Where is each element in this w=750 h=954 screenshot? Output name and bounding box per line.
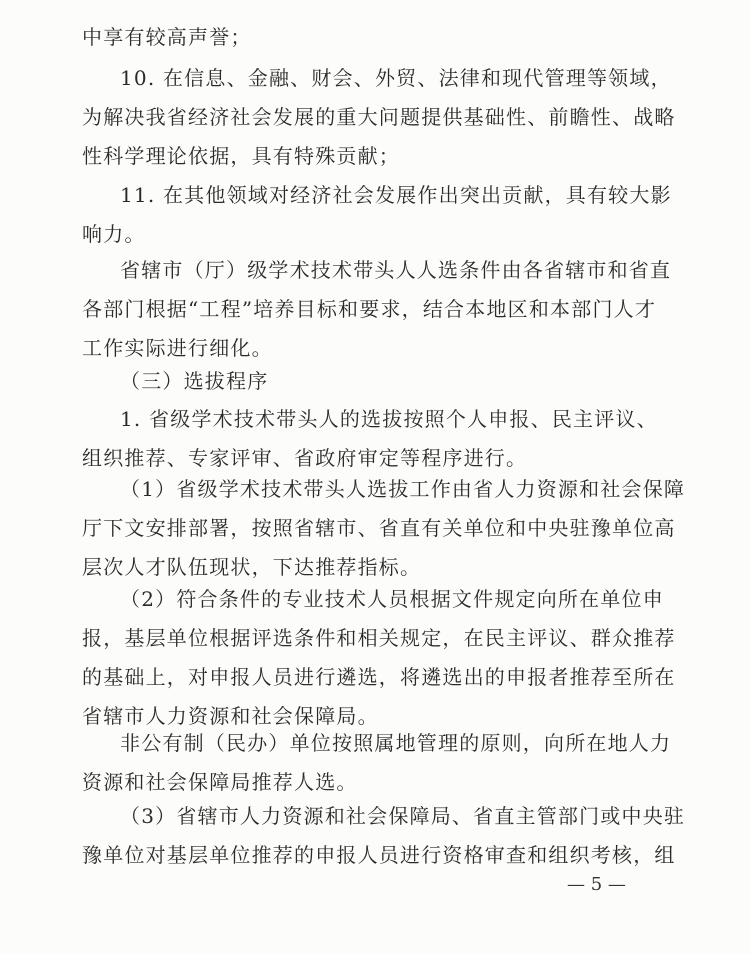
- text-line: 工作实际进行细化。: [82, 336, 273, 360]
- paragraph-item-11: [82, 176, 672, 254]
- text-line: 各部门根据“工程”培养目标和要求，结合本地区和本部门人才: [82, 297, 657, 321]
- paragraph-procedure-1-2: [82, 580, 676, 736]
- paragraph-procedure-1: [82, 400, 667, 478]
- text-line: （1）省级学术技术带头人选拔工作由省人力资源和社会保障: [120, 477, 686, 501]
- text-line: 豫单位对基层单位推荐的申报人员进行资格审查和组织考核，组: [82, 843, 676, 867]
- text-line: 中享有较高声誉；: [82, 25, 252, 49]
- text-line: 省辖市（厅）级学术技术带头人人选条件由各省辖市和省直: [120, 258, 672, 282]
- section-heading-selection-procedure: [82, 362, 667, 401]
- text-line: 组织推荐、专家评审、省政府审定等程序进行。: [82, 446, 528, 470]
- paragraph-procedure-1-1: [82, 470, 686, 587]
- text-line: 响力。: [82, 222, 146, 246]
- text-line: 1. 省级学术技术带头人的选拔按照个人申报、民主评议、: [120, 407, 658, 431]
- page-number: — 5 —: [567, 874, 626, 895]
- text-line: 省辖市人力资源和社会保障局。: [82, 704, 379, 728]
- paragraph-item-10: [82, 59, 676, 176]
- paragraph-non-public-units: [82, 724, 672, 802]
- text-line: 性科学理论依据，具有特殊贡献；: [82, 144, 400, 168]
- paragraph-continuation: [82, 18, 667, 57]
- text-line: 报，基层单位根据评选条件和相关规定，在民主评议、群众推荐: [82, 626, 676, 650]
- text-line: 为解决我省经济社会发展的重大问题提供基础性、前瞻性、战略: [82, 105, 676, 129]
- text-line: （3）省辖市人力资源和社会保障局、省直主管部门或中央驻: [120, 804, 686, 828]
- text-line: 11. 在其他领域对经济社会发展作出突出贡献，具有较大影: [120, 183, 672, 207]
- text-line: （三）选拔程序: [120, 369, 269, 393]
- text-line: 10. 在信息、金融、财会、外贸、法律和现代管理等领域，: [120, 66, 672, 90]
- text-line: 非公有制（民办）单位按照属地管理的原则，向所在地人力: [120, 731, 672, 755]
- text-line: 资源和社会保障局推荐人选。: [82, 770, 358, 794]
- paragraph-city-level-conditions: [82, 251, 672, 368]
- text-line: 层次人才队伍现状，下达推荐指标。: [82, 555, 422, 579]
- text-line: （2）符合条件的专业技术人员根据文件规定向所在单位申: [120, 587, 664, 611]
- paragraph-procedure-1-3: [82, 797, 686, 875]
- text-line: 的基础上，对申报人员进行遴选，将遴选出的申报者推荐至所在: [82, 665, 676, 689]
- text-line: 厅下文安排部署，按照省辖市、省直有关单位和中央驻豫单位高: [82, 516, 676, 540]
